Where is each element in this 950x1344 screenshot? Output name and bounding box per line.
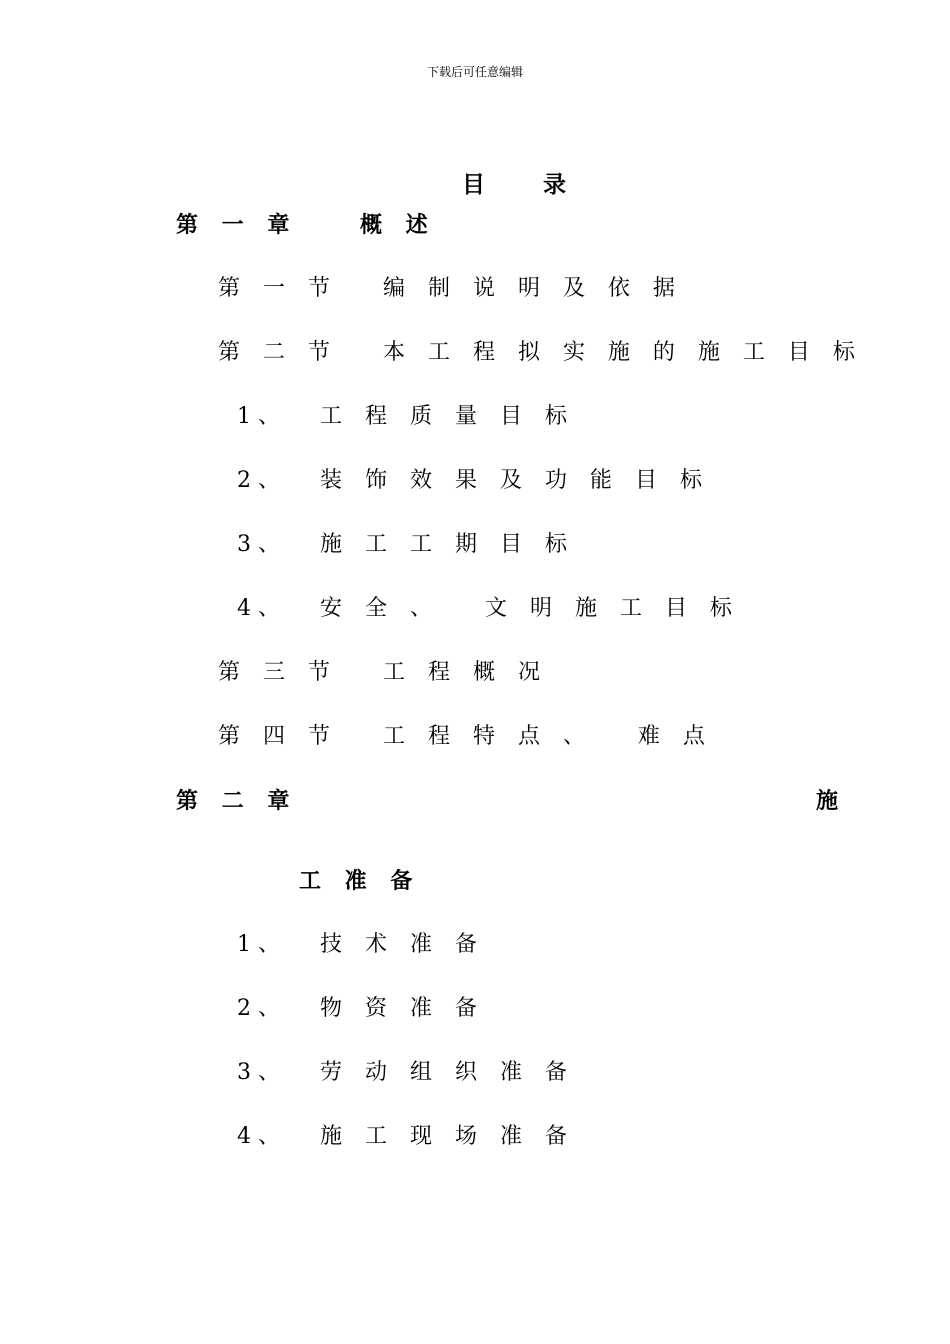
toc-item-number: 1 、 [237,932,280,957]
toc-section-1-1[interactable]: 第 一 节 编 制 说 明 及 依 据 [218,276,683,301]
toc-item-safety-goal[interactable]: 安 全 、 文 明 施 工 目 标 [320,596,740,621]
toc-item-schedule-goal[interactable]: 施 工 工 期 目 标 [320,532,575,557]
toc-item-technical-prep[interactable]: 技 术 准 备 [320,932,485,957]
toc-item-number: 4 、 [237,1124,280,1149]
toc-item-number: 1 、 [237,404,280,429]
toc-chapter-1[interactable]: 第 一 章 概 述 [176,212,436,238]
toc-section-1-4[interactable]: 第 四 节 工 程 特 点 、 难 点 [218,724,713,749]
toc-title-left: 目 [462,171,486,198]
toc-item-quality-goal[interactable]: 工 程 质 量 目 标 [320,404,575,429]
toc-item-number: 2 、 [237,468,280,493]
toc-item-number: 4 、 [237,596,280,621]
toc-section-1-2[interactable]: 第 二 节 本 工 程 拟 实 施 的 施 工 目 标 [218,340,863,365]
toc-item-site-prep[interactable]: 施 工 现 场 准 备 [320,1124,575,1149]
toc-chapter-2-title-start: 施 [816,788,839,814]
toc-chapter-2-title-cont: 工 准 备 [299,868,421,894]
toc-item-number: 3 、 [237,532,280,557]
toc-item-number: 2 、 [237,996,280,1021]
header-note: 下载后可任意编辑 [426,65,523,79]
toc-section-1-3[interactable]: 第 三 节 工 程 概 况 [218,660,548,685]
toc-item-material-prep[interactable]: 物 资 准 备 [320,996,485,1021]
toc-item-number: 3 、 [237,1060,280,1085]
toc-chapter-2[interactable]: 第 二 章 [176,788,298,814]
toc-item-decoration-goal[interactable]: 装 饰 效 果 及 功 能 目 标 [320,468,710,493]
toc-title [446,150,566,196]
toc-title-right: 录 [543,171,567,198]
toc-item-labor-prep[interactable]: 劳 动 组 织 准 备 [320,1060,575,1085]
